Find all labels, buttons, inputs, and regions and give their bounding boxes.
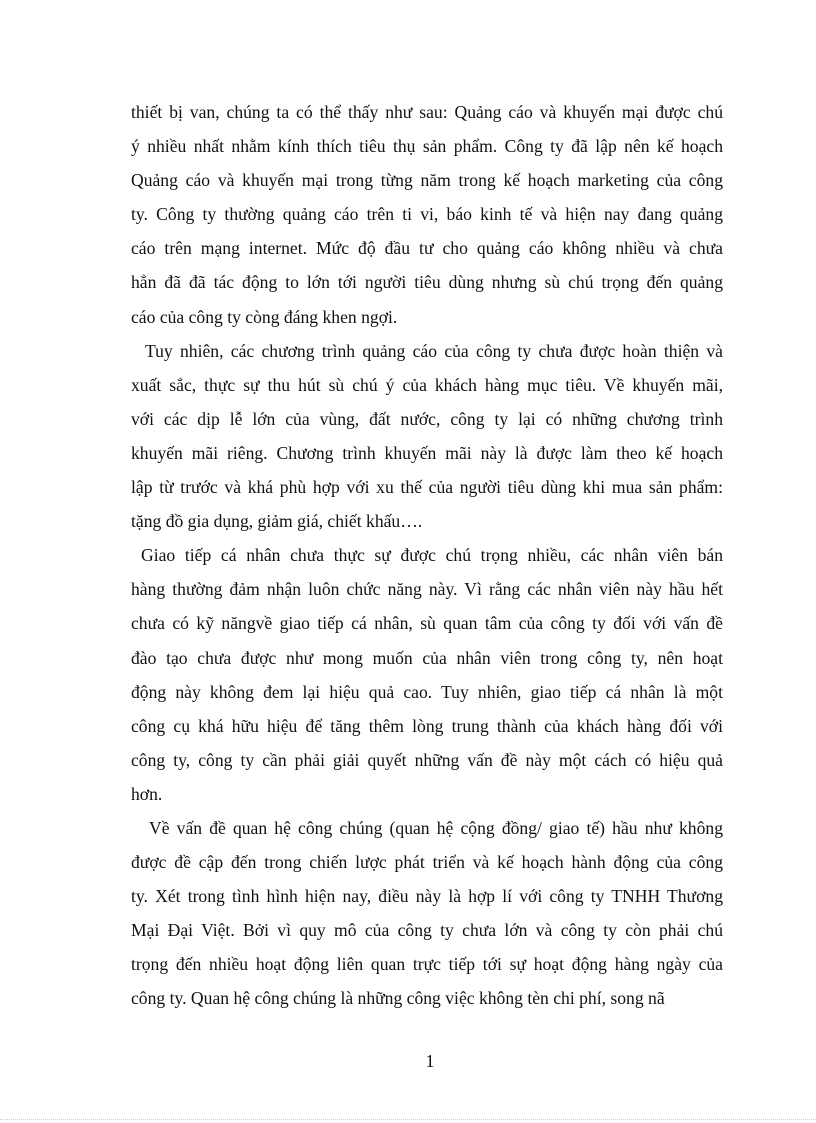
text-line: trọng đến nhiều hoạt động liên quan trực tiếp tới sự hoạt động hàng ngày của [131, 954, 723, 975]
text-line: khuyến mãi riêng. Chương trình khuyến mãi này là được làm theo kế hoạch [131, 442, 723, 463]
text-line: ty. Công ty thường quảng cáo trên ti vi, báo kinh tế và hiện nay đang quảng [131, 204, 723, 225]
page-number: 1 [425, 1051, 435, 1071]
text-line: Giao tiếp cá nhân chưa thực sự được chú trọng nhiều, các nhân viên bán [141, 545, 723, 566]
text-line: công cụ khá hữu hiệu để tăng thêm lòng trung thành của khách hàng đối với [131, 715, 723, 736]
text-line: Mại Đại Việt. Bởi vì quy mô của công ty chưa lớn và công ty còn phải chú [131, 920, 723, 941]
text-line: công ty. Quan hệ công chúng là những công việc không tèn chi phí, song nã [131, 988, 665, 1009]
text-line: thiết bị van, chúng ta có thể thấy như sau: Quảng cáo và khuyến mại được chú [131, 102, 723, 122]
text-line: ty. Xét trong tình hình hiện nay, điều này là hợp lí với công ty TNHH Thương [131, 886, 723, 907]
text-line: tặng đồ gia dụng, giảm giá, chiết khấu…. [131, 511, 423, 532]
text-line: cáo của công ty còng đáng khen ngợi. [131, 306, 398, 327]
text-line: công ty, công ty cần phải giải quyết những vấn đề này một cách có hiệu quả [131, 749, 723, 770]
body-text [131, 95, 723, 1016]
text-line: được đề cập đến trong chiến lược phát triển và kế hoạch hành động của công [131, 852, 723, 873]
page-bottom-divider [0, 1119, 816, 1120]
text-line: động này không đem lại hiệu quả cao. Tuy nhiên, giao tiếp cá nhân là một [131, 681, 723, 702]
text-line: cáo trên mạng internet. Mức độ đầu tư cho quảng cáo không nhiều và chưa [131, 238, 723, 259]
text-line: chưa có kỹ năngvề giao tiếp cá nhân, sù quan tâm của công ty đối với vấn đề [131, 613, 723, 634]
text-line: đào tạo chưa được như mong muốn của nhân viên trong công ty, nên hoạt [131, 647, 723, 668]
text-line: Tuy nhiên, các chương trình quảng cáo của công ty chưa được hoàn thiện và [145, 340, 723, 361]
text-line: Quảng cáo và khuyến mại trong từng năm trong kế hoạch marketing của công [131, 170, 723, 191]
text-line: hàng thường đảm nhận luôn chức năng này. Vì rằng các nhân viên này hầu hết [131, 579, 723, 600]
text-line: với các dịp lễ lớn của vùng, đất nước, công ty lại có những chương trình [131, 408, 723, 429]
text-line: lập từ trước và khá phù hợp với xu thế của người tiêu dùng khi mua sản phẩm: [131, 477, 723, 498]
text-line: Về vấn đề quan hệ công chúng (quan hệ cộng đồng/ giao tế) hầu như không [149, 817, 723, 838]
text-line: xuất sắc, thực sự thu hút sù chú ý của khách hàng mục tiêu. Về khuyến mãi, [131, 374, 723, 395]
text-line: ý nhiều nhất nhằm kính thích tiêu thụ sản phẩm. Công ty đã lập nên kế hoạch [131, 136, 723, 157]
text-line: hơn. [131, 783, 163, 804]
text-line: hẳn đã đã tác động to lớn tới người tiêu dùng nhưng sù chú trọng đến quảng [131, 272, 723, 293]
